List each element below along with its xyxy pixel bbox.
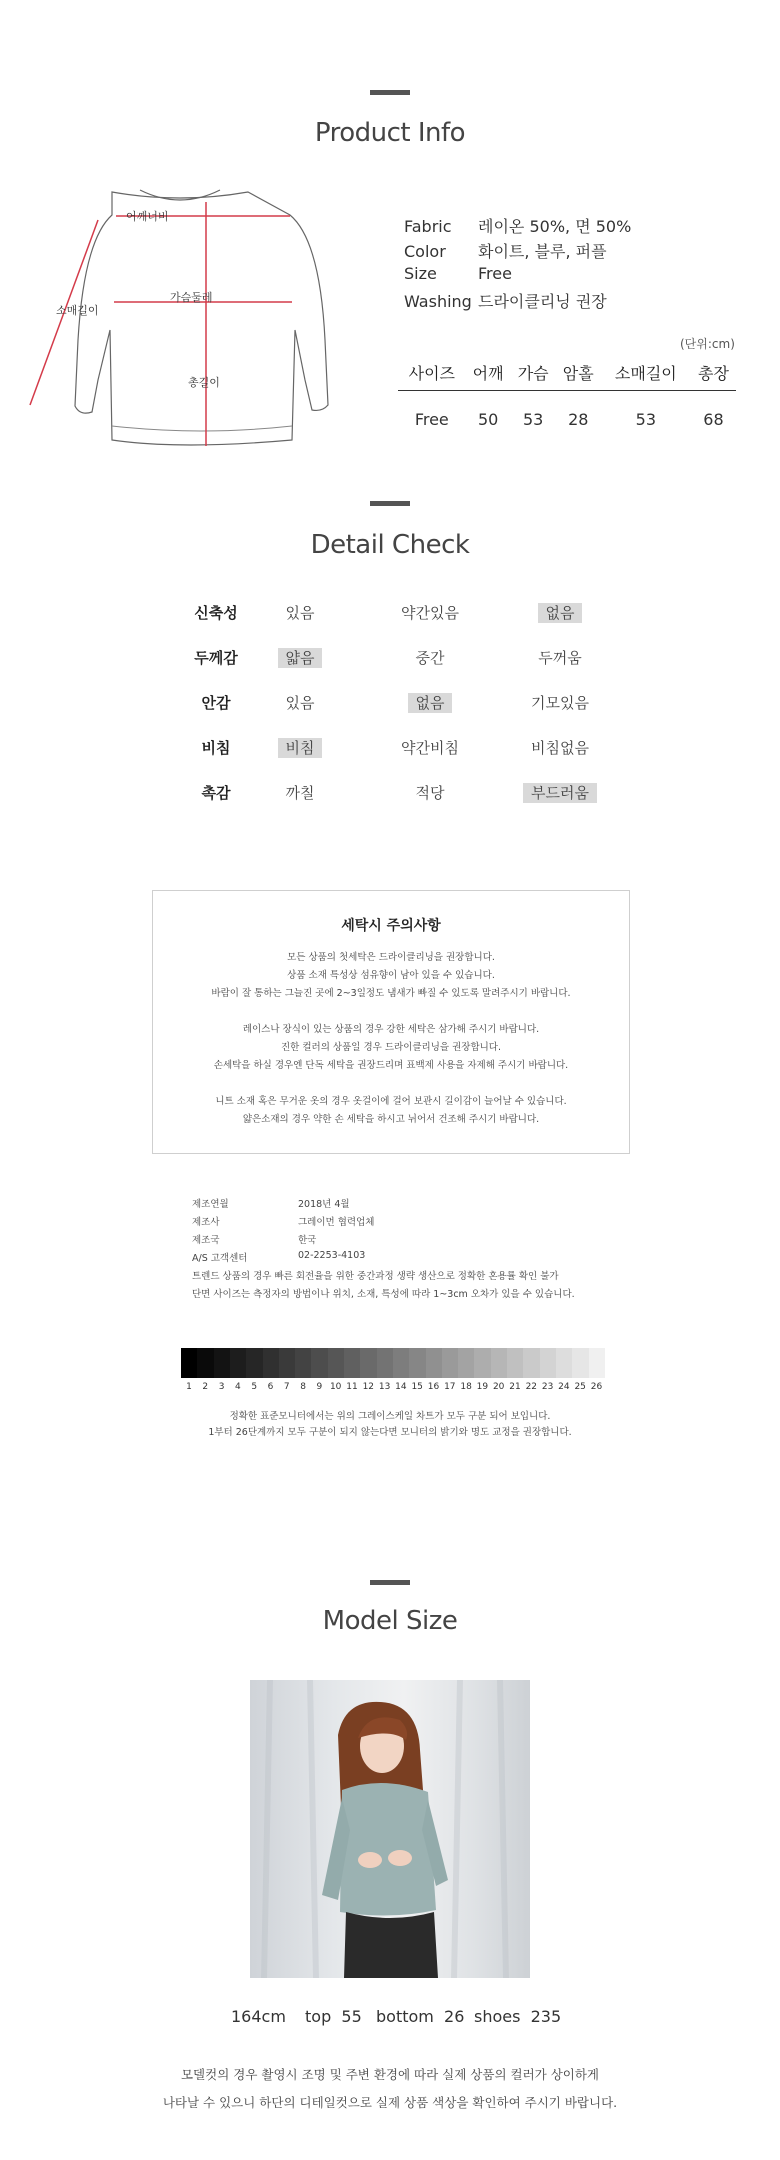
grayscale-swatch xyxy=(491,1348,508,1378)
grayscale-swatch xyxy=(295,1348,312,1378)
detail-check-option-selected: 없음 xyxy=(538,603,583,623)
grayscale-step-label: 12 xyxy=(362,1382,375,1392)
grayscale-note: 정확한 표준모니터에서는 위의 그레이스케일 차트가 모두 구분 되어 보입니다. xyxy=(229,1411,551,1422)
detail-check-option-label: 두꺼움 xyxy=(538,649,582,667)
grayscale-swatch xyxy=(523,1348,540,1378)
detail-check-option xyxy=(500,782,620,803)
detail-check-option xyxy=(370,737,490,758)
meta-value: 한국 xyxy=(298,1235,317,1246)
detail-check-option-label: 비침없음 xyxy=(531,739,589,757)
detail-check-label: 촉감 xyxy=(201,784,231,802)
model-note: 나타날 수 있으니 하단의 디테일컷으로 실제 상품 색상을 확인하여 주시기 바랍니다. xyxy=(162,2095,618,2110)
meta-key: 제조연월 xyxy=(192,1199,229,1210)
grayscale-step-label: 13 xyxy=(378,1382,391,1392)
grayscale-swatch xyxy=(197,1348,214,1378)
detail-check-row xyxy=(0,598,780,626)
detail-check-option-label: 약간있음 xyxy=(401,604,459,622)
grayscale-step-label: 21 xyxy=(509,1382,521,1392)
spec-key: Size xyxy=(404,264,437,283)
detail-check-label: 신축성 xyxy=(194,604,238,622)
grayscale-swatch xyxy=(556,1348,573,1378)
grayscale-swatch xyxy=(393,1348,410,1378)
grayscale-swatch xyxy=(360,1348,377,1378)
size-cell: 50 xyxy=(477,409,499,429)
grayscale-step-label: 8 xyxy=(300,1382,306,1392)
meta-value: 02-2253-4103 xyxy=(298,1250,366,1261)
grayscale-step-label: 16 xyxy=(427,1382,440,1392)
model-top-size: top 55 xyxy=(305,2007,362,2026)
spec-color xyxy=(404,239,607,263)
spec-value: Free xyxy=(478,264,512,283)
meta-note: 트렌드 상품의 경우 빠른 회전율을 위한 중간과정 생략 생산으로 정확한 혼용률 확인 불가 xyxy=(192,1271,559,1282)
sweater-outline xyxy=(75,192,328,445)
detail-check-label: 비침 xyxy=(201,739,231,757)
grayscale-swatch xyxy=(263,1348,280,1378)
detail-check-row xyxy=(0,643,780,671)
grayscale-swatch xyxy=(328,1348,345,1378)
size-table-header xyxy=(398,356,736,390)
size-table xyxy=(398,356,736,448)
grayscale-step-label: 7 xyxy=(283,1382,290,1392)
grayscale-step-label: 20 xyxy=(492,1382,505,1392)
section-divider-bar xyxy=(370,90,410,95)
meta-note: 단면 사이즈는 측정자의 방법이나 위치, 소재, 특성에 따라 1~3cm 오차가 있을 수 있습니다. xyxy=(192,1289,575,1300)
spec-key: Color xyxy=(404,242,446,261)
meta-key: A/S 고객센터 xyxy=(192,1253,248,1264)
section-divider-bar xyxy=(370,1580,410,1585)
spec-key: Washing xyxy=(404,292,472,311)
grayscale-step-label: 10 xyxy=(329,1382,342,1392)
section-divider-bar xyxy=(370,501,410,506)
detail-check-option-label: 약간비침 xyxy=(401,739,459,757)
detail-check-option-label: 기모있음 xyxy=(531,694,589,712)
grayscale-step-label: 22 xyxy=(525,1382,538,1392)
detail-check-label: 두께감 xyxy=(194,649,238,667)
grayscale-step-label: 4 xyxy=(235,1382,241,1392)
grayscale-swatch xyxy=(344,1348,361,1378)
detail-check-label: 안감 xyxy=(201,694,231,712)
grayscale-step-label: 11 xyxy=(346,1382,358,1392)
grayscale-swatch xyxy=(426,1348,443,1378)
size-cell: 28 xyxy=(568,409,589,429)
size-header-cell: 암홀 xyxy=(556,356,601,390)
detail-check-option xyxy=(240,647,360,668)
model-height: 164cm xyxy=(231,2007,286,2026)
grayscale-swatch xyxy=(507,1348,524,1378)
grayscale-step-label: 17 xyxy=(444,1382,456,1392)
model-illustration xyxy=(250,1680,530,1978)
detail-check-option-label: 적당 xyxy=(415,784,445,802)
detail-check-option-label: 있음 xyxy=(285,604,315,622)
grayscale-step-label: 6 xyxy=(267,1382,274,1392)
size-header-cell: 사이즈 xyxy=(398,356,466,390)
detail-check-option xyxy=(240,737,360,758)
model-note: 모델컷의 경우 촬영시 조명 및 주변 환경에 따라 실제 상품의 컬러가 상이하게 xyxy=(180,2067,600,2082)
grayscale-step-label: 24 xyxy=(558,1382,570,1392)
detail-check-option-selected: 비침 xyxy=(278,738,323,758)
spec-value: 레이온 50%, 면 50% xyxy=(478,217,632,236)
detail-check-title: Detail Check xyxy=(310,530,470,560)
detail-check-option-label: 중간 xyxy=(415,649,445,667)
care-line: 진한 컬러의 상품일 경우 드라이클리닝을 권장합니다. xyxy=(280,1042,501,1053)
detail-check-option-label: 있음 xyxy=(285,694,315,712)
grayscale-step-label: 1 xyxy=(186,1382,192,1392)
grayscale-swatch xyxy=(181,1348,198,1378)
grayscale-step-label: 26 xyxy=(590,1382,603,1392)
grayscale-step-label: 19 xyxy=(476,1382,489,1392)
grayscale-step-label: 23 xyxy=(541,1382,554,1392)
grayscale-step-label: 15 xyxy=(411,1382,423,1392)
care-line: 니트 소재 혹은 무거운 옷의 경우 옷걸이에 걸어 보관시 길이감이 늘어날 수 있습니다. xyxy=(215,1096,567,1107)
detail-check-option xyxy=(240,692,360,713)
grayscale-note: 1부터 26단계까지 모두 구분이 되지 않는다면 모니터의 밝기와 명도 교정을 권장합니다. xyxy=(208,1427,572,1438)
grayscale-swatch xyxy=(572,1348,589,1378)
care-line: 레이스나 장식이 있는 상품의 경우 강한 세탁은 삼가해 주시기 바랍니다. xyxy=(242,1024,540,1035)
spec-value: 드라이클리닝 권장 xyxy=(478,292,607,311)
care-line: 바람이 잘 통하는 그늘진 곳에 2~3일정도 냄새가 빠질 수 있도록 말려주시기 바랍니다. xyxy=(211,988,571,999)
size-header-cell: 총장 xyxy=(691,356,736,390)
detail-check-option xyxy=(370,692,490,713)
grayscale-swatch xyxy=(409,1348,426,1378)
grayscale-swatch xyxy=(442,1348,459,1378)
model-photo xyxy=(250,1680,530,1978)
detail-check-row xyxy=(0,733,780,761)
size-header-cell: 소매길이 xyxy=(601,356,691,390)
grayscale-swatch xyxy=(540,1348,557,1378)
grayscale-step-label: 14 xyxy=(395,1382,407,1392)
diagram-label-sleeve: 소매길이 xyxy=(56,304,99,317)
model-bottom-size: bottom 26 xyxy=(376,2007,465,2026)
size-cell: 53 xyxy=(523,409,544,429)
meta-key: 제조국 xyxy=(192,1235,220,1246)
detail-check-option xyxy=(370,782,490,803)
care-line: 모든 상품의 첫세탁은 드라이클리닝을 권장합니다. xyxy=(287,952,495,963)
spec-size xyxy=(404,264,512,288)
grayscale-swatch xyxy=(311,1348,328,1378)
detail-check-option xyxy=(370,602,490,623)
detail-check-option xyxy=(500,692,620,713)
size-cell: 68 xyxy=(703,409,724,429)
grayscale-step-label: 25 xyxy=(574,1382,586,1392)
sweater-hem xyxy=(112,426,292,431)
detail-check-row xyxy=(0,688,780,716)
grayscale-swatch xyxy=(589,1348,606,1378)
grayscale-step-label: 3 xyxy=(218,1382,225,1392)
detail-check-option xyxy=(500,602,620,623)
spec-key: Fabric xyxy=(404,217,452,236)
diagram-label-shoulder: 어깨너비 xyxy=(126,210,169,223)
grayscale-step-label: 18 xyxy=(460,1382,472,1392)
spec-washing xyxy=(404,289,607,313)
grayscale-swatch xyxy=(458,1348,475,1378)
grayscale-swatch xyxy=(246,1348,263,1378)
size-unit-label: (단위:cm) xyxy=(680,337,735,351)
grayscale-step-label: 5 xyxy=(251,1382,258,1392)
diagram-label-length: 총길이 xyxy=(188,376,220,389)
care-title: 세탁시 주의사항 xyxy=(341,918,441,934)
size-cell: 53 xyxy=(635,409,657,429)
model-shoe-size: shoes 235 xyxy=(474,2007,562,2026)
grayscale-swatch xyxy=(377,1348,394,1378)
meta-key: 제조사 xyxy=(192,1217,220,1228)
grayscale-step-label: 9 xyxy=(316,1382,323,1392)
grayscale-swatch xyxy=(279,1348,296,1378)
detail-check-row xyxy=(0,778,780,806)
spec-value: 화이트, 블루, 퍼플 xyxy=(478,242,607,261)
table-row xyxy=(398,390,736,448)
grayscale-swatch xyxy=(474,1348,491,1378)
spec-fabric xyxy=(404,214,631,238)
grayscale-step-label: 2 xyxy=(202,1382,209,1392)
detail-check-option-selected: 없음 xyxy=(408,693,453,713)
product-info-title: Product Info xyxy=(314,118,466,148)
diagram-label-chest: 가슴둘레 xyxy=(170,291,213,304)
meta-value: 그레이먼 협력업체 xyxy=(298,1217,375,1228)
detail-check-option xyxy=(240,602,360,623)
care-line: 손세탁을 하실 경우엔 단독 세탁을 권장드리며 표백제 사용을 자제해 주시기 바랍니다. xyxy=(213,1060,569,1071)
detail-check-option xyxy=(500,647,620,668)
detail-check-option-label: 까칠 xyxy=(285,784,315,802)
size-header-cell: 가슴 xyxy=(511,356,556,390)
model-size-title: Model Size xyxy=(322,1606,458,1636)
care-line: 얇은소재의 경우 약한 손 세탁을 하시고 뉘어서 건조해 주시기 바랍니다. xyxy=(242,1114,540,1125)
meta-value: 2018년 4월 xyxy=(298,1199,350,1210)
detail-check-option xyxy=(240,782,360,803)
grayscale-swatch xyxy=(230,1348,247,1378)
detail-check-option xyxy=(370,647,490,668)
size-cell: Free xyxy=(414,409,449,429)
care-instructions-box xyxy=(152,890,630,1154)
detail-check-option xyxy=(500,737,620,758)
care-line: 상품 소재 특성상 섬유향이 남아 있을 수 있습니다. xyxy=(287,970,495,981)
size-header-cell: 어깨 xyxy=(466,356,511,390)
detail-check-option-selected: 얇음 xyxy=(278,648,323,668)
detail-check-option-selected: 부드러움 xyxy=(523,783,597,803)
grayscale-swatch xyxy=(214,1348,231,1378)
